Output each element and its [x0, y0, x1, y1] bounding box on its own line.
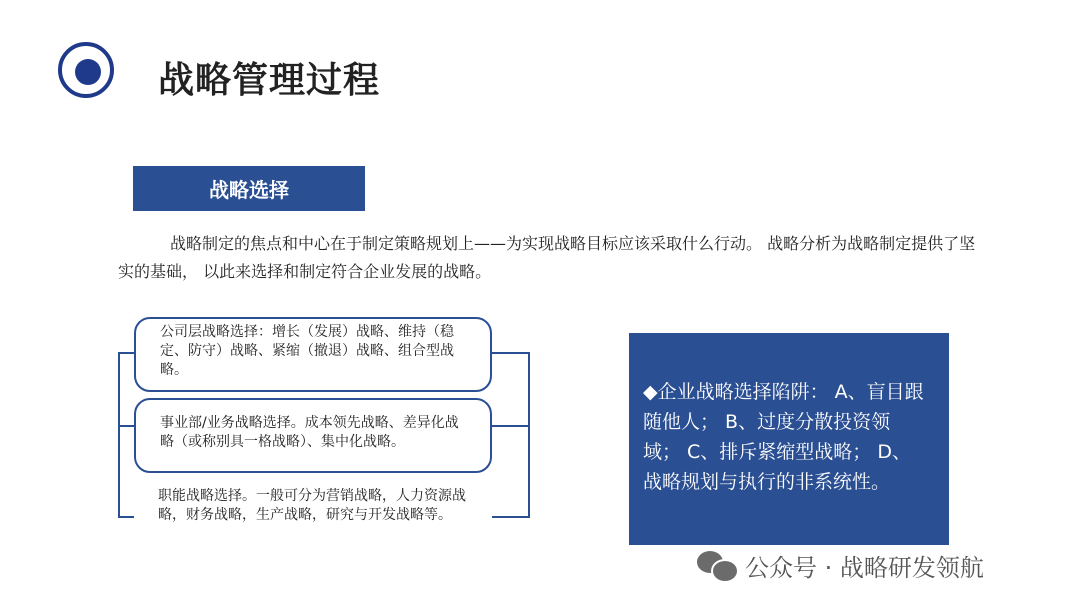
functional-strategy-text: 职能战略选择。一般可分为营销战略，人力资源战略，财务战略，生产战略，研究与开发战略等。 — [158, 488, 466, 523]
watermark-text: 公众号 · 战略研发领航 — [745, 553, 984, 582]
functional-strategy-card — [134, 483, 492, 551]
strategy-traps-box — [629, 333, 949, 545]
corporate-strategy-text: 公司层战略选择：增长（发展）战略、维持（稳定、防守）战略、紧缩（撤退）战略、组合型战略。 — [160, 324, 454, 378]
strategy-traps-text: ◆企业战略选择陷阱： A、盲目跟随他人； B、过度分散投资领域； C、排斥紧缩型战略； D、 战略规划与执行的非系统性。 — [643, 381, 924, 493]
logo-ring-icon — [58, 42, 114, 98]
business-strategy-text: 事业部/业务战略选择。成本领先战略、差异化战略（或称别具一格战略）、集中化战略。 — [160, 415, 459, 450]
wechat-icon — [697, 547, 737, 583]
section-header — [133, 166, 365, 211]
page-title: 战略管理过程 — [158, 60, 381, 101]
logo-dot — [75, 59, 101, 85]
intro-paragraph: 战略制定的焦点和中心在于制定策略规划上——为实现战略目标应该采取什么行动。 战略分析为战略制定提供了坚实的基础， 以此来选择和制定符合企业发展的战略。 — [118, 234, 976, 281]
corporate-strategy-card — [134, 317, 492, 392]
business-strategy-card — [134, 398, 492, 473]
watermark — [697, 547, 984, 583]
section-label: 战略选择 — [209, 178, 289, 202]
